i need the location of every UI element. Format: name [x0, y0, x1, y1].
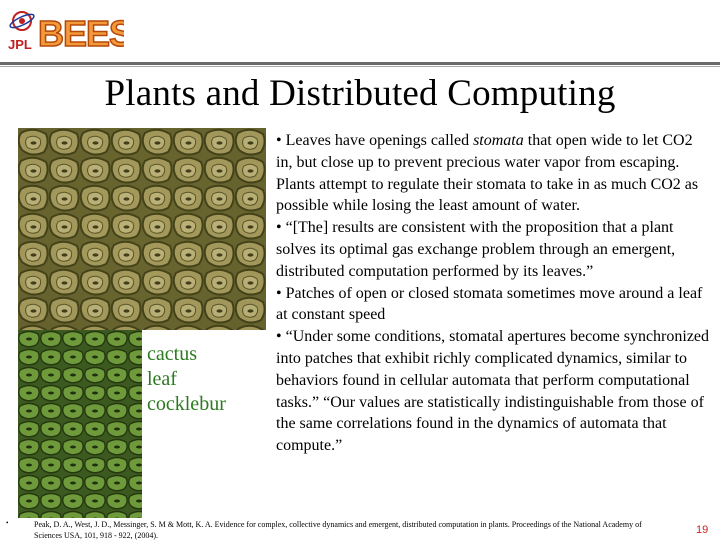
jpl-logo-text: JPL: [8, 37, 32, 52]
footer-bullet: •: [6, 519, 9, 527]
caption-leaf: leaf: [147, 368, 177, 390]
cactus-leaf-photo: [18, 128, 266, 330]
photo-caption: [147, 342, 226, 417]
reference-footnote: Peak, D. A., West, J. D., Messinger, S. M & Mott, K. A. Evidence for complex, collective dynamics and emergent, distributed computation in plants. Proceedings of the National Academy of Sciences USA, 101, 918 - 922, (2004).: [34, 520, 642, 540]
cocklebur-leaf-photo: [18, 330, 142, 518]
header-divider-thin: [0, 66, 720, 67]
body-text: [276, 130, 712, 457]
bullet-stomata-rest: that open wide to let CO2 in, but close up to prevent precious water vapor from escaping. Plants attempt to regulate their stomata to take in as much CO2 as possible while losing the least amount of water.: [276, 132, 699, 215]
bees-logo-text: BEES: [38, 13, 124, 54]
caption-cocklebur: cocklebur: [147, 393, 226, 415]
bullet-emergent-computation: • “[The] results are consistent with the proposition that a plant solves its optimal gas exchange problem through an emergent, distributed computation performed by its leaves.”: [276, 219, 676, 280]
caption-cactus: cactus: [147, 343, 197, 365]
term-stomata: stomata: [473, 132, 524, 149]
header-logos: [4, 4, 124, 56]
page-number: 19: [696, 524, 709, 536]
bullet-stomata: [276, 130, 712, 217]
bullet-synchronized-patches: • “Under some conditions, stomatal apertures become synchronized into patches that exhibit richly complicated dynamics, similar to behaviors found in cellular automata that perform computational tasks.” “Our values are statistically indistinguishable from those of the same correlations found in the dynamics of automata that compute.”: [276, 328, 710, 455]
jpl-bees-logo: [4, 4, 124, 56]
bullet-patches: • Patches of open or closed stomata sometimes move around a leaf at constant speed: [276, 284, 703, 324]
bullet-stomata-lead: • Leaves have openings called: [276, 132, 474, 149]
slide-title: Plants and Distributed Computing: [104, 73, 616, 114]
header-divider: [0, 62, 720, 65]
